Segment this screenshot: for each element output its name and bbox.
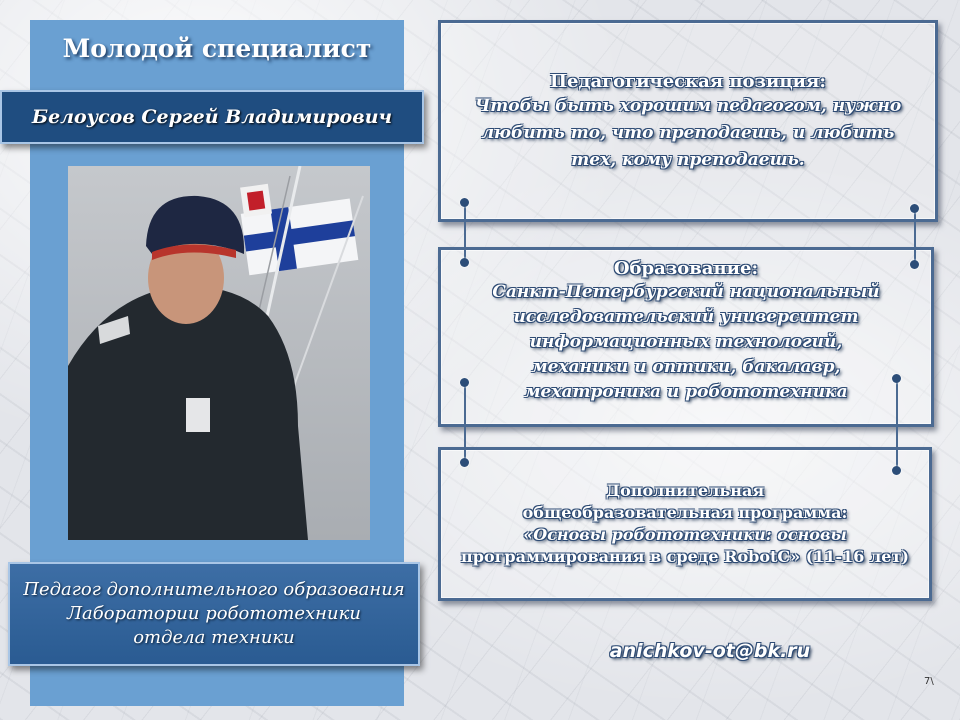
education-line: механики и оптики, бакалавр, (531, 357, 841, 377)
program-heading: Дополнительная (605, 481, 765, 500)
corner-mark: 7\ (924, 676, 934, 687)
program-box (438, 447, 932, 601)
connector-line (464, 383, 466, 463)
position-line: Чтобы быть хорошим педагогом, нужно (474, 96, 902, 116)
role-line: Педагог дополнительного образования (23, 579, 405, 600)
pedagogical-position-box (438, 20, 938, 222)
education-heading: Образование: (613, 258, 759, 279)
person-name-banner (0, 90, 424, 144)
connector-dot (910, 260, 919, 269)
page-title: Молодой специалист (62, 34, 372, 63)
position-heading: Педагогическая позиция: (550, 71, 826, 92)
connector-line (914, 208, 916, 264)
role-description (8, 562, 420, 666)
connector-dot (460, 258, 469, 267)
program-line: программирования в среде RobotC» (11-16 лет) (461, 547, 909, 566)
position-line: любить то, что преподаешь, и любить (481, 123, 895, 143)
role-line: Лаборатории робототехники (67, 603, 361, 624)
connector-dot (460, 198, 469, 207)
person-name: Белоусов Сергей Владимирович (31, 106, 393, 128)
portrait-photo (68, 166, 370, 540)
connector-line (464, 202, 466, 264)
connector-dot (460, 378, 469, 387)
education-box (438, 247, 934, 427)
connector-line (896, 378, 898, 472)
connector-dot (892, 466, 901, 475)
education-line: информационных технологий, (529, 332, 843, 352)
position-line: тех, кому преподаешь. (571, 150, 805, 170)
program-line: «Основы робототехники: основы (523, 525, 847, 544)
contact-email[interactable]: anichkov-ot@bk.ru (609, 640, 811, 662)
connector-dot (892, 374, 901, 383)
education-line: исследовательский университет (513, 307, 859, 327)
connector-dot (460, 458, 469, 467)
role-line: отдела техники (133, 627, 295, 648)
education-line: мехатроника и робототехника (524, 382, 848, 402)
education-line: Санкт-Петербургский национальный (492, 282, 880, 302)
connector-dot (910, 204, 919, 213)
program-heading: общеобразовательная программа: (522, 503, 848, 522)
